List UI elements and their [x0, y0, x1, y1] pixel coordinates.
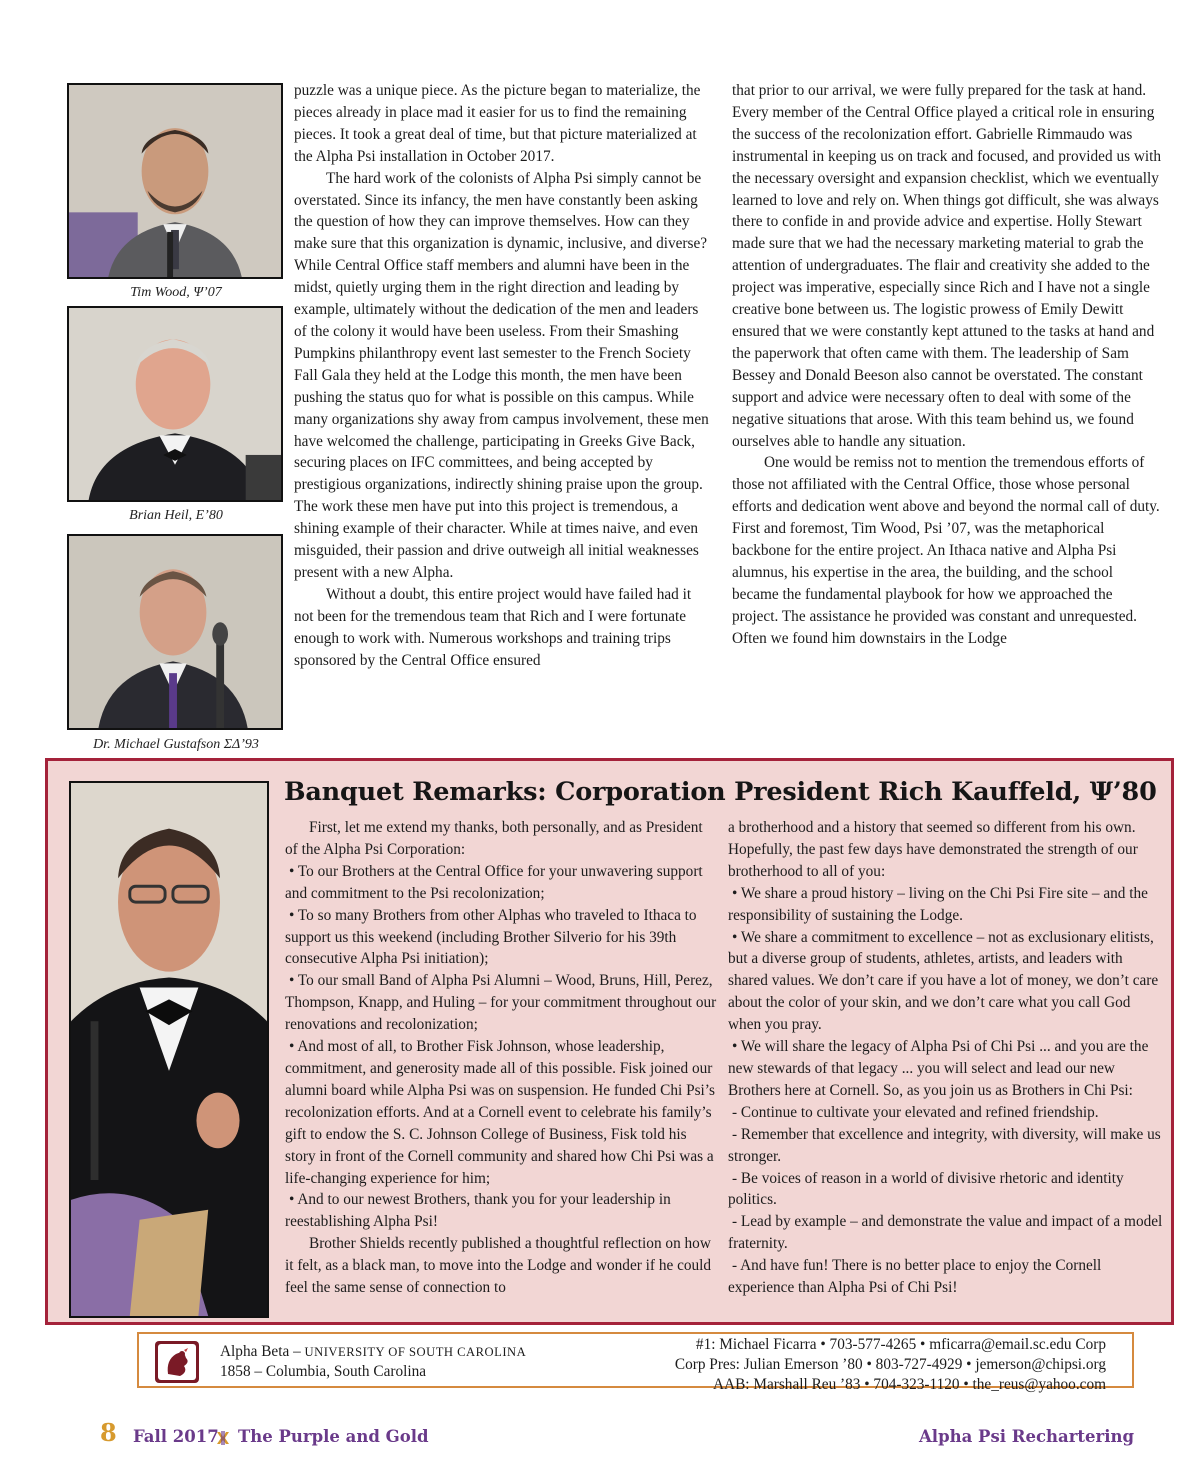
paragraph: a brotherhood and a history that seemed so different from his own. Hopefully, the past few days have demonstrated the strength of our brotherhood to all of you: — [728, 819, 1138, 880]
photo-brian-heil — [67, 306, 283, 502]
chapter-university: UNIVERSITY OF SOUTH CAROLINA — [304, 1345, 527, 1359]
gamecock-logo-icon — [154, 1340, 200, 1384]
paragraph: First, let me extend my thanks, both personally, and as President of the Alpha Psi Corporation: — [285, 819, 703, 858]
paragraph: puzzle was a unique piece. As the picture began to materialize, the pieces already in place mad it easier for us to find the remaining pieces. It took a great deal of time, but that picture materialized at the Alpha Psi installation in October 2017. — [294, 82, 701, 165]
chapter-location: 1858 – Columbia, South Carolina — [220, 1363, 427, 1380]
photo-michael-gustafson — [67, 534, 283, 730]
paragraph: Brother Shields recently published a thoughtful reflection on how it felt, as a black man, to move into the Lodge and wonder if he could feel the same sense of connection to — [285, 1235, 712, 1297]
chi-psi-emblem-icon — [216, 1430, 230, 1446]
chapter-contact: #1: Michael Ficarra • 703-577-4265 • mficarra@email.sc.edu Corp — [695, 1336, 1106, 1353]
paragraph: - Be voices of reason in a world of divisive rhetoric and identity politics. — [728, 1169, 1124, 1209]
photo-tim-wood — [67, 83, 283, 279]
paragraph: - Continue to cultivate your elevated and refined friendship. — [732, 1103, 1099, 1121]
paragraph: • To our small Band of Alpha Psi Alumni – Wood, Bruns, Hill, Perez, Thompson, Knapp, and Huling – for your commitment throughout our renovations and recolonization; — [285, 972, 717, 1034]
paragraph: • We share a proud history – living on the Chi Psi Fire site – and the responsibility of sustaining the Lodge. — [728, 884, 1148, 924]
paragraph: The hard work of the colonists of Alpha Psi simply cannot be overstated. Since its infancy, the men have constantly been asking the question of how they can improve themselves. How can they make sure that this organization is dynamic, inclusive, and diverse? While Central Office staff members and alumni have been in the midst, quietly urging them in the right direction and leading by example, ultimately without the dedication of the men and leaders of the colony it would have been useless. From their Smashing Pumpkins philanthropy event last semester to the French Society Fall Gala they held at the Lodge this month, the men have been pushing the status quo for what is possible on this campus. While many organizations shy away from campus involvement, these men have welcomed the challenge, participating in Greeks Give Back, securing places on IFC committees, and being accepted by prestigious organizations, indirectly shining praise upon the group. The work these men have put into this project is tremendous, a shining example of their character. While at times naive, and even misguided, their passion and drive outweigh all initial weaknesses present with a new Alpha. — [294, 169, 709, 581]
article-column-1 — [294, 80, 714, 671]
footer-publication: The Purple and Gold — [238, 1427, 429, 1446]
paragraph: Without a doubt, this entire project would have failed had it not been for the tremendous team that Rich and I were fortunate enough to work with. Numerous workshops and training trips sponsored by the Central Office ensured — [294, 585, 692, 669]
paragraph: • And most of all, to Brother Fisk Johnson, whose leadership, commitment, and generosity made all of this possible. Fisk joined our alumni board while Alpha Psi was on suspension. He funded Chi Psi’s recolonization efforts. And at a Cornell event to celebrate his family’s gift to endow the S. C. Johnson College of Business, Fisk told his story in front of the Cornell community and shared how Chi Psi was a life-changing experience for him; — [285, 1038, 715, 1187]
article-column-2 — [732, 80, 1162, 650]
paragraph: - Lead by example – and demonstrate the value and impact of a model fraternity. — [728, 1213, 1163, 1253]
footer-issue: Fall 2017 — [133, 1427, 219, 1446]
chapter-contact: AAB: Marshall Reu ’83 • 704-323-1120 • the_reus@yahoo.com — [713, 1376, 1106, 1393]
chapter-name-label: Alpha Beta – — [220, 1343, 305, 1360]
banquet-column-1 — [285, 817, 717, 1299]
chapter-name — [220, 1343, 526, 1361]
photo-caption: Tim Wood, Ψ’07 — [130, 285, 222, 300]
footer-section: Alpha Psi Rechartering — [919, 1427, 1134, 1446]
banquet-column-2 — [728, 817, 1164, 1299]
photo-caption: Dr. Michael Gustafson ΣΔ’93 — [93, 737, 259, 752]
banquet-title: Banquet Remarks: Corporation President Rich Kauffeld, Ψ’80 — [284, 777, 1157, 807]
photo-rich-kauffeld — [69, 781, 269, 1318]
paragraph: - Remember that excellence and integrity, with diversity, will make us stronger. — [728, 1125, 1161, 1165]
paragraph: • We will share the legacy of Alpha Psi of Chi Psi ... and you are the new stewards of that legacy ... you will select and lead our new Brothers here at Cornell. So, as you join us as Brothers in Chi Psi: — [728, 1038, 1149, 1099]
paragraph: One would be remiss not to mention the tremendous efforts of those not affiliated with the Central Office, those whose personal efforts and dedication went above and beyond the normal call of duty. First and foremost, Tim Wood, Psi ’07, was the metaphorical backbone for the entire project. An Ithaca native and Alpha Psi alumnus, his expertise in the area, the building, and the school became the fundamental playbook for how we approached the project. The assistance he provided was constant and unrequested. Often we found him downstairs in the Lodge — [732, 454, 1160, 647]
chapter-contact: Corp Pres: Julian Emerson ’80 • 803-727-4929 • jemerson@chipsi.org — [674, 1356, 1106, 1373]
paragraph: that prior to our arrival, we were fully prepared for the task at hand. Every member of the Central Office played a critical role in ensuring the success of the recolonization effort. Gabrielle Rimmaudo was instrumental in keeping us on track and focused, and provided us with the necessary oversight and expansion checklist, which we eventually learned to love and rely on. When things got difficult, she was always there to confide in and provide advice and expertise. Holly Stewart made sure that we had the necessary marketing material to grab the attention of undergraduates. The flair and creativity she added to the project was imperative, especially since Rich and I have not a single creative bone between us. The logistic prowess of Emily Dewitt ensured that we were constantly kept attuned to the tasks at hand and the paperwork that often came with them. The leadership of Sam Bessey and Donald Beeson also cannot be overstated. The constant support and advice were necessary often to deal with some of the negative situations that arose. With this team behind us, we found ourselves able to handle any situation. — [732, 82, 1162, 450]
paragraph: • We share a commitment to excellence – not as exclusionary elitists, but a diverse group of students, athletes, artists, and leaders with shared values. We don’t care if you have a lot of money, we don’t care about the color of your skin, and we don’t care what you call God when you pray. — [728, 928, 1159, 1034]
paragraph: - And have fun! There is no better place to enjoy the Cornell experience than Alpha Psi of Chi Psi! — [728, 1257, 1102, 1297]
photo-caption: Brian Heil, E’80 — [129, 508, 223, 523]
paragraph: • To so many Brothers from other Alphas who traveled to Ithaca to support us this weekend (including Brother Silverio for his 39th consecutive Alpha Psi initiation); — [285, 906, 697, 968]
paragraph: • And to our newest Brothers, thank you for your leadership in reestablishing Alpha Psi! — [285, 1191, 671, 1231]
page-number: 8 — [100, 1418, 117, 1447]
paragraph: • To our Brothers at the Central Office for your unwavering support and commitment to the Psi recolonization; — [285, 862, 703, 902]
